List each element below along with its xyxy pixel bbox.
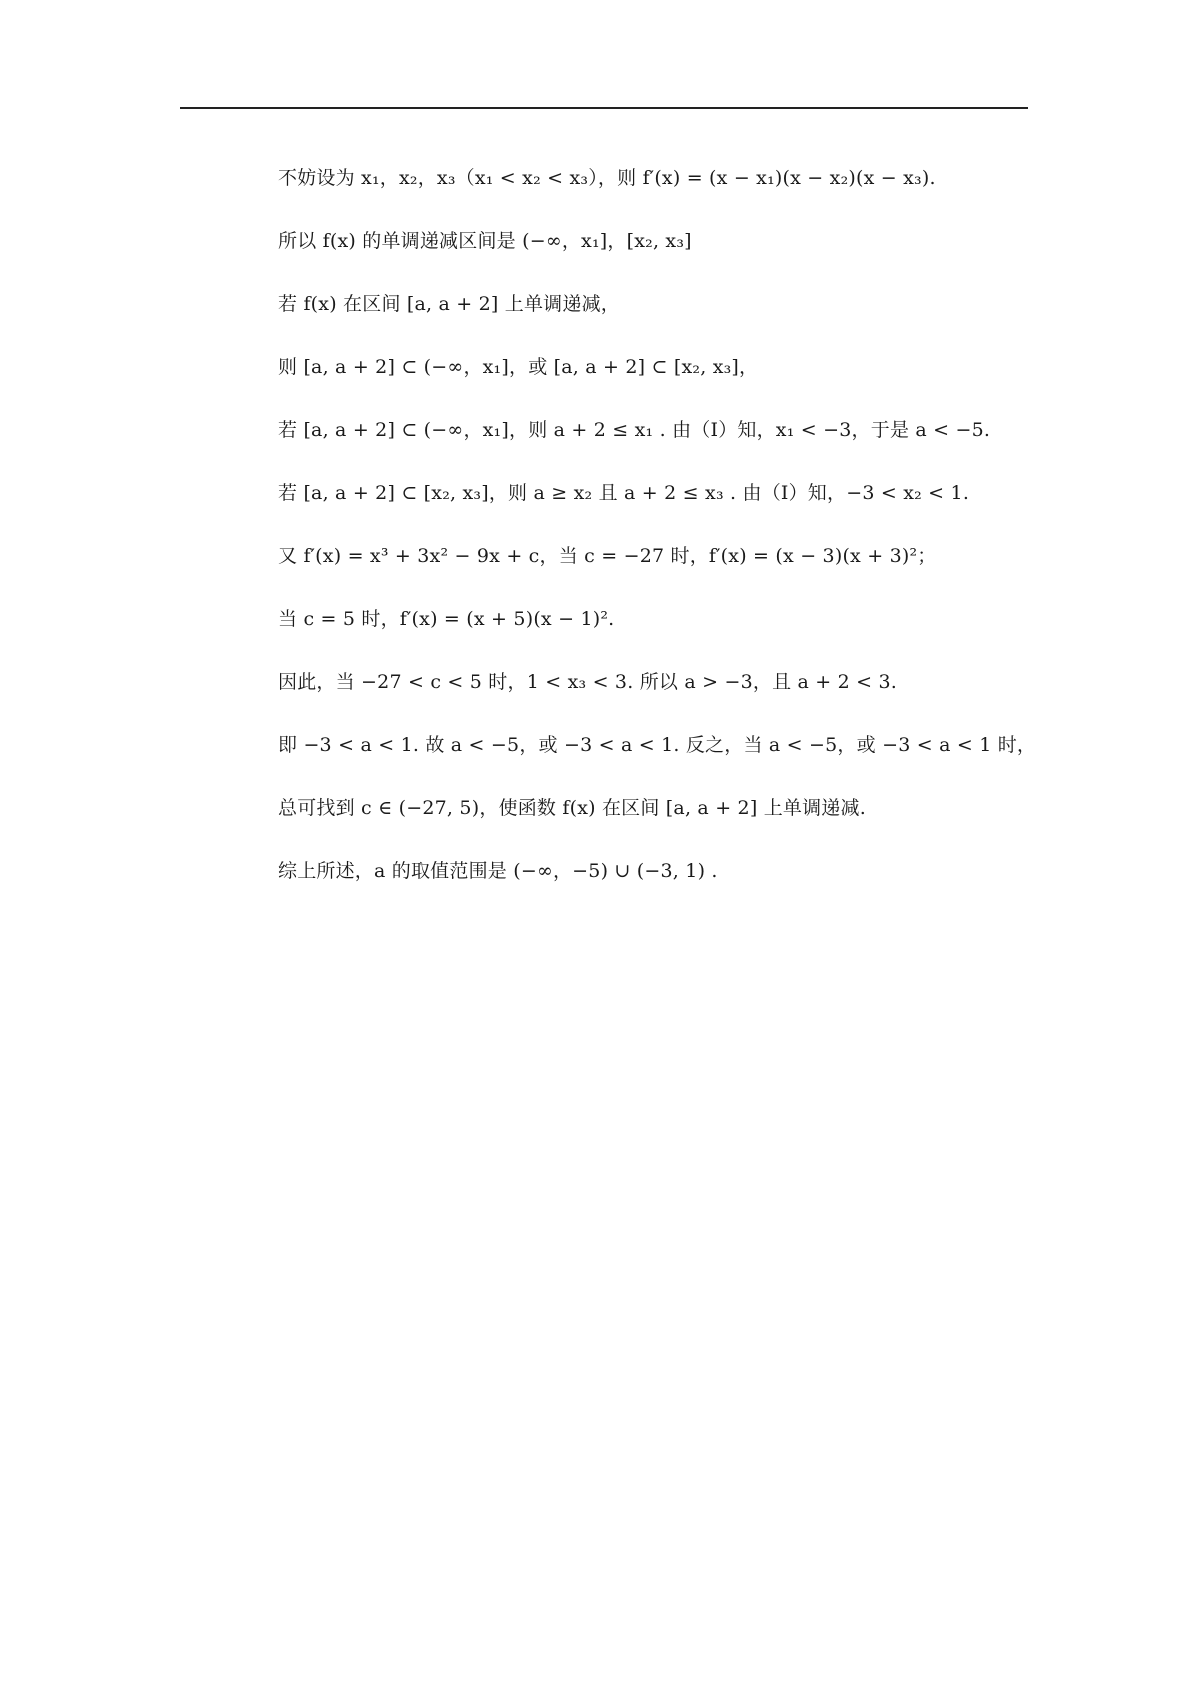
header-rule — [180, 107, 1028, 109]
text-line-11: 总可找到 c ∈ (−27, 5)，使函数 f(x) 在区间 [a, a + 2] 上单调递减. — [278, 797, 866, 819]
text-line-10: 即 −3 < a < 1. 故 a < −5，或 −3 < a < 1. 反之，当 a < −5，或 −3 < a < 1 时， — [278, 734, 1037, 756]
text-line-2: 所以 f(x) 的单调递减区间是 (−∞，x₁]，[x₂, x₃] — [278, 230, 692, 252]
text-line-9: 因此，当 −27 < c < 5 时，1 < x₃ < 3. 所以 a > −3，且 a + 2 < 3. — [278, 671, 898, 693]
text-line-8: 当 c = 5 时，f′(x) = (x + 5)(x − 1)². — [278, 608, 615, 630]
text-line-4: 则 [a, a + 2] ⊂ (−∞，x₁]，或 [a, a + 2] ⊂ [x₂, x₃]， — [278, 356, 759, 378]
text-line-3: 若 f(x) 在区间 [a, a + 2] 上单调递减， — [278, 293, 620, 315]
text-line-6: 若 [a, a + 2] ⊂ [x₂, x₃]，则 a ≥ x₂ 且 a + 2 ≤ x₃ . 由（I）知，−3 < x₂ < 1. — [278, 482, 970, 504]
text-line-7: 又 f′(x) = x³ + 3x² − 9x + c，当 c = −27 时，f′(x) = (x − 3)(x + 3)²； — [278, 545, 937, 567]
text-line-12: 综上所述，a 的取值范围是 (−∞，−5) ∪ (−3, 1) . — [278, 860, 718, 882]
text-line-1: 不妨设为 x₁，x₂，x₃（x₁ < x₂ < x₃），则 f′(x) = (x − x₁)(x − x₂)(x − x₃). — [278, 167, 936, 189]
text-line-5: 若 [a, a + 2] ⊂ (−∞，x₁]，则 a + 2 ≤ x₁ . 由（I）知，x₁ < −3，于是 a < −5. — [278, 419, 991, 441]
solution-text — [278, 160, 1038, 916]
